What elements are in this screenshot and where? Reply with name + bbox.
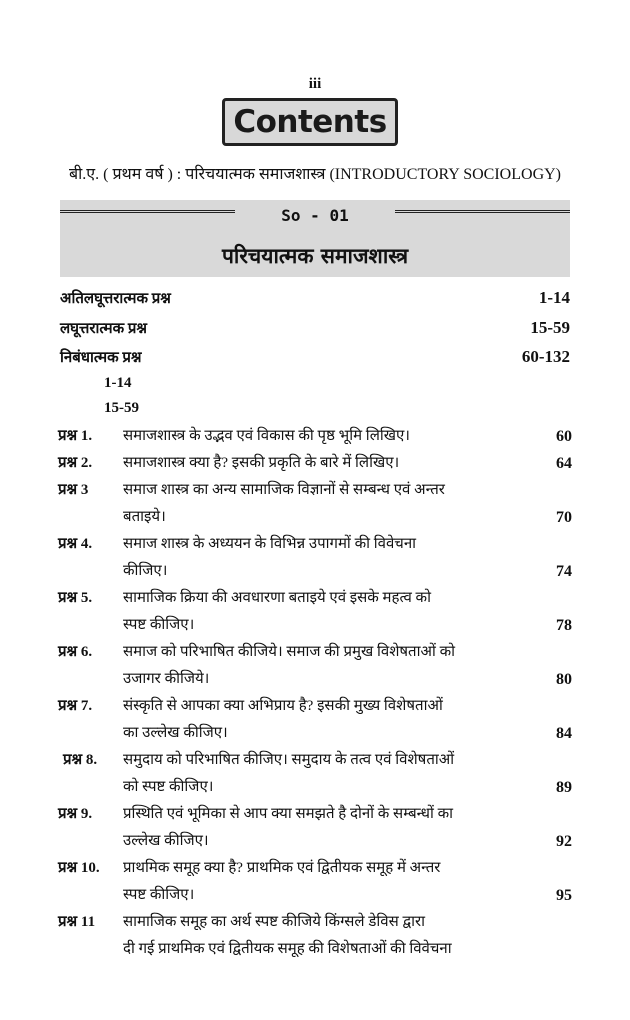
section-label: लघूत्तरात्मक प्रश्न (60, 321, 148, 337)
range-label: 1-14 (104, 375, 132, 391)
question-text: को स्पष्ट कीजिए। (123, 779, 214, 795)
section-pages: 1-14 (538, 288, 570, 307)
question-page: 95 (556, 887, 572, 904)
question-row (58, 693, 572, 747)
question-row (58, 639, 572, 693)
question-text: समाजशास्त्र क्या है? इसकी प्रकृति के बारे में लिखिए। (123, 455, 400, 471)
section-label: अतिलघूत्तरात्मक प्रश्न (60, 291, 171, 307)
range-label: 15-59 (104, 400, 139, 416)
unit-banner (60, 200, 570, 277)
question-row (58, 450, 572, 477)
question-label: प्रश्न 6. (58, 644, 93, 660)
question-row (58, 531, 572, 585)
question-page: 89 (556, 779, 572, 796)
question-row (58, 585, 572, 639)
question-text: स्पष्ट कीजिए। (123, 617, 195, 633)
question-page: 70 (556, 509, 572, 526)
question-text: प्रस्थिति एवं भूमिका से आप क्या समझते है दोनों के सम्बन्धों का (123, 806, 454, 822)
question-text: स्पष्ट कीजिए। (123, 887, 195, 903)
question-text: उल्लेख कीजिए। (123, 833, 209, 849)
question-label: प्रश्न 10. (58, 860, 100, 876)
section-row (60, 288, 570, 308)
question-label: प्रश्न 3 (58, 482, 89, 498)
question-page: 80 (556, 671, 572, 688)
question-label: प्रश्न 5. (58, 590, 93, 606)
section-row (60, 318, 570, 338)
unit-code: So - 01 (281, 206, 349, 225)
question-page: 60 (556, 428, 572, 445)
question-page: 74 (556, 563, 572, 580)
section-label: निबंधात्मक प्रश्न (60, 350, 142, 366)
question-page: 92 (556, 833, 572, 850)
section-pages: 15-59 (530, 318, 570, 337)
question-label: प्रश्न 9. (58, 806, 93, 822)
question-label: प्रश्न 2. (58, 455, 93, 471)
section-row (60, 347, 570, 367)
question-text: संस्कृति से आपका क्या अभिप्राय है? इसकी मुख्य विशेषताओं (123, 698, 443, 714)
question-row (58, 423, 572, 450)
question-page: 64 (556, 455, 572, 472)
question-page: 84 (556, 725, 572, 742)
question-text: सामाजिक क्रिया की अवधारणा बताइये एवं इसके महत्व को (123, 590, 431, 606)
question-label: प्रश्न 4. (58, 536, 93, 552)
question-label: प्रश्न 7. (58, 698, 93, 714)
contents-heading: Contents (233, 104, 387, 140)
question-label: प्रश्न 1. (58, 428, 93, 444)
question-text: समुदाय को परिभाषित कीजिए। समुदाय के तत्व एवं विशेषताओं (123, 752, 455, 768)
unit-title: परिचयात्मक समाजशास्त्र (221, 244, 409, 268)
question-page: 78 (556, 617, 572, 634)
question-text: उजागर कीजिये। (123, 671, 210, 687)
question-row (58, 747, 572, 801)
question-label: प्रश्न 11 (58, 914, 96, 930)
question-text: कीजिए। (123, 563, 168, 579)
question-text: प्राथमिक समूह क्या है? प्राथमिक एवं द्वितीयक समूह में अन्तर (123, 860, 441, 876)
question-text: समाज शास्त्र के अध्ययन के विभिन्न उपागमों की विवेचना (123, 536, 417, 552)
question-text: बताइये। (123, 509, 166, 525)
question-row (58, 909, 572, 963)
page-number: iii (308, 76, 322, 92)
question-row (58, 855, 572, 909)
question-text: का उल्लेख कीजिए। (123, 725, 228, 741)
question-row (58, 477, 572, 531)
question-text: दी गई प्राथमिक एवं द्वितीयक समूह की विशेषताओं की विवेचना (123, 941, 452, 957)
question-text: समाजशास्त्र के उद्भव एवं विकास की पृष्ठ भूमि लिखिए। (123, 428, 410, 444)
contents-heading-box (222, 98, 398, 146)
question-text: सामाजिक समूह का अर्थ स्पष्ट कीजिये किंग्सले डेविस द्वारा (123, 914, 426, 930)
section-pages: 60-132 (521, 347, 570, 366)
course-subtitle: बी.ए. ( प्रथम वर्ष ) : परिचयात्मक समाजशास्त्र (INTRODUCTORY SOCIOLOGY) (68, 166, 562, 183)
question-text: समाज शास्त्र का अन्य सामाजिक विज्ञानों से सम्बन्ध एवं अन्तर (123, 482, 445, 498)
question-row (58, 801, 572, 855)
question-label: प्रश्न 8. (63, 752, 98, 768)
question-list (58, 423, 572, 963)
question-text: समाज को परिभाषित कीजिये। समाज की प्रमुख विशेषताओं को (123, 644, 455, 660)
